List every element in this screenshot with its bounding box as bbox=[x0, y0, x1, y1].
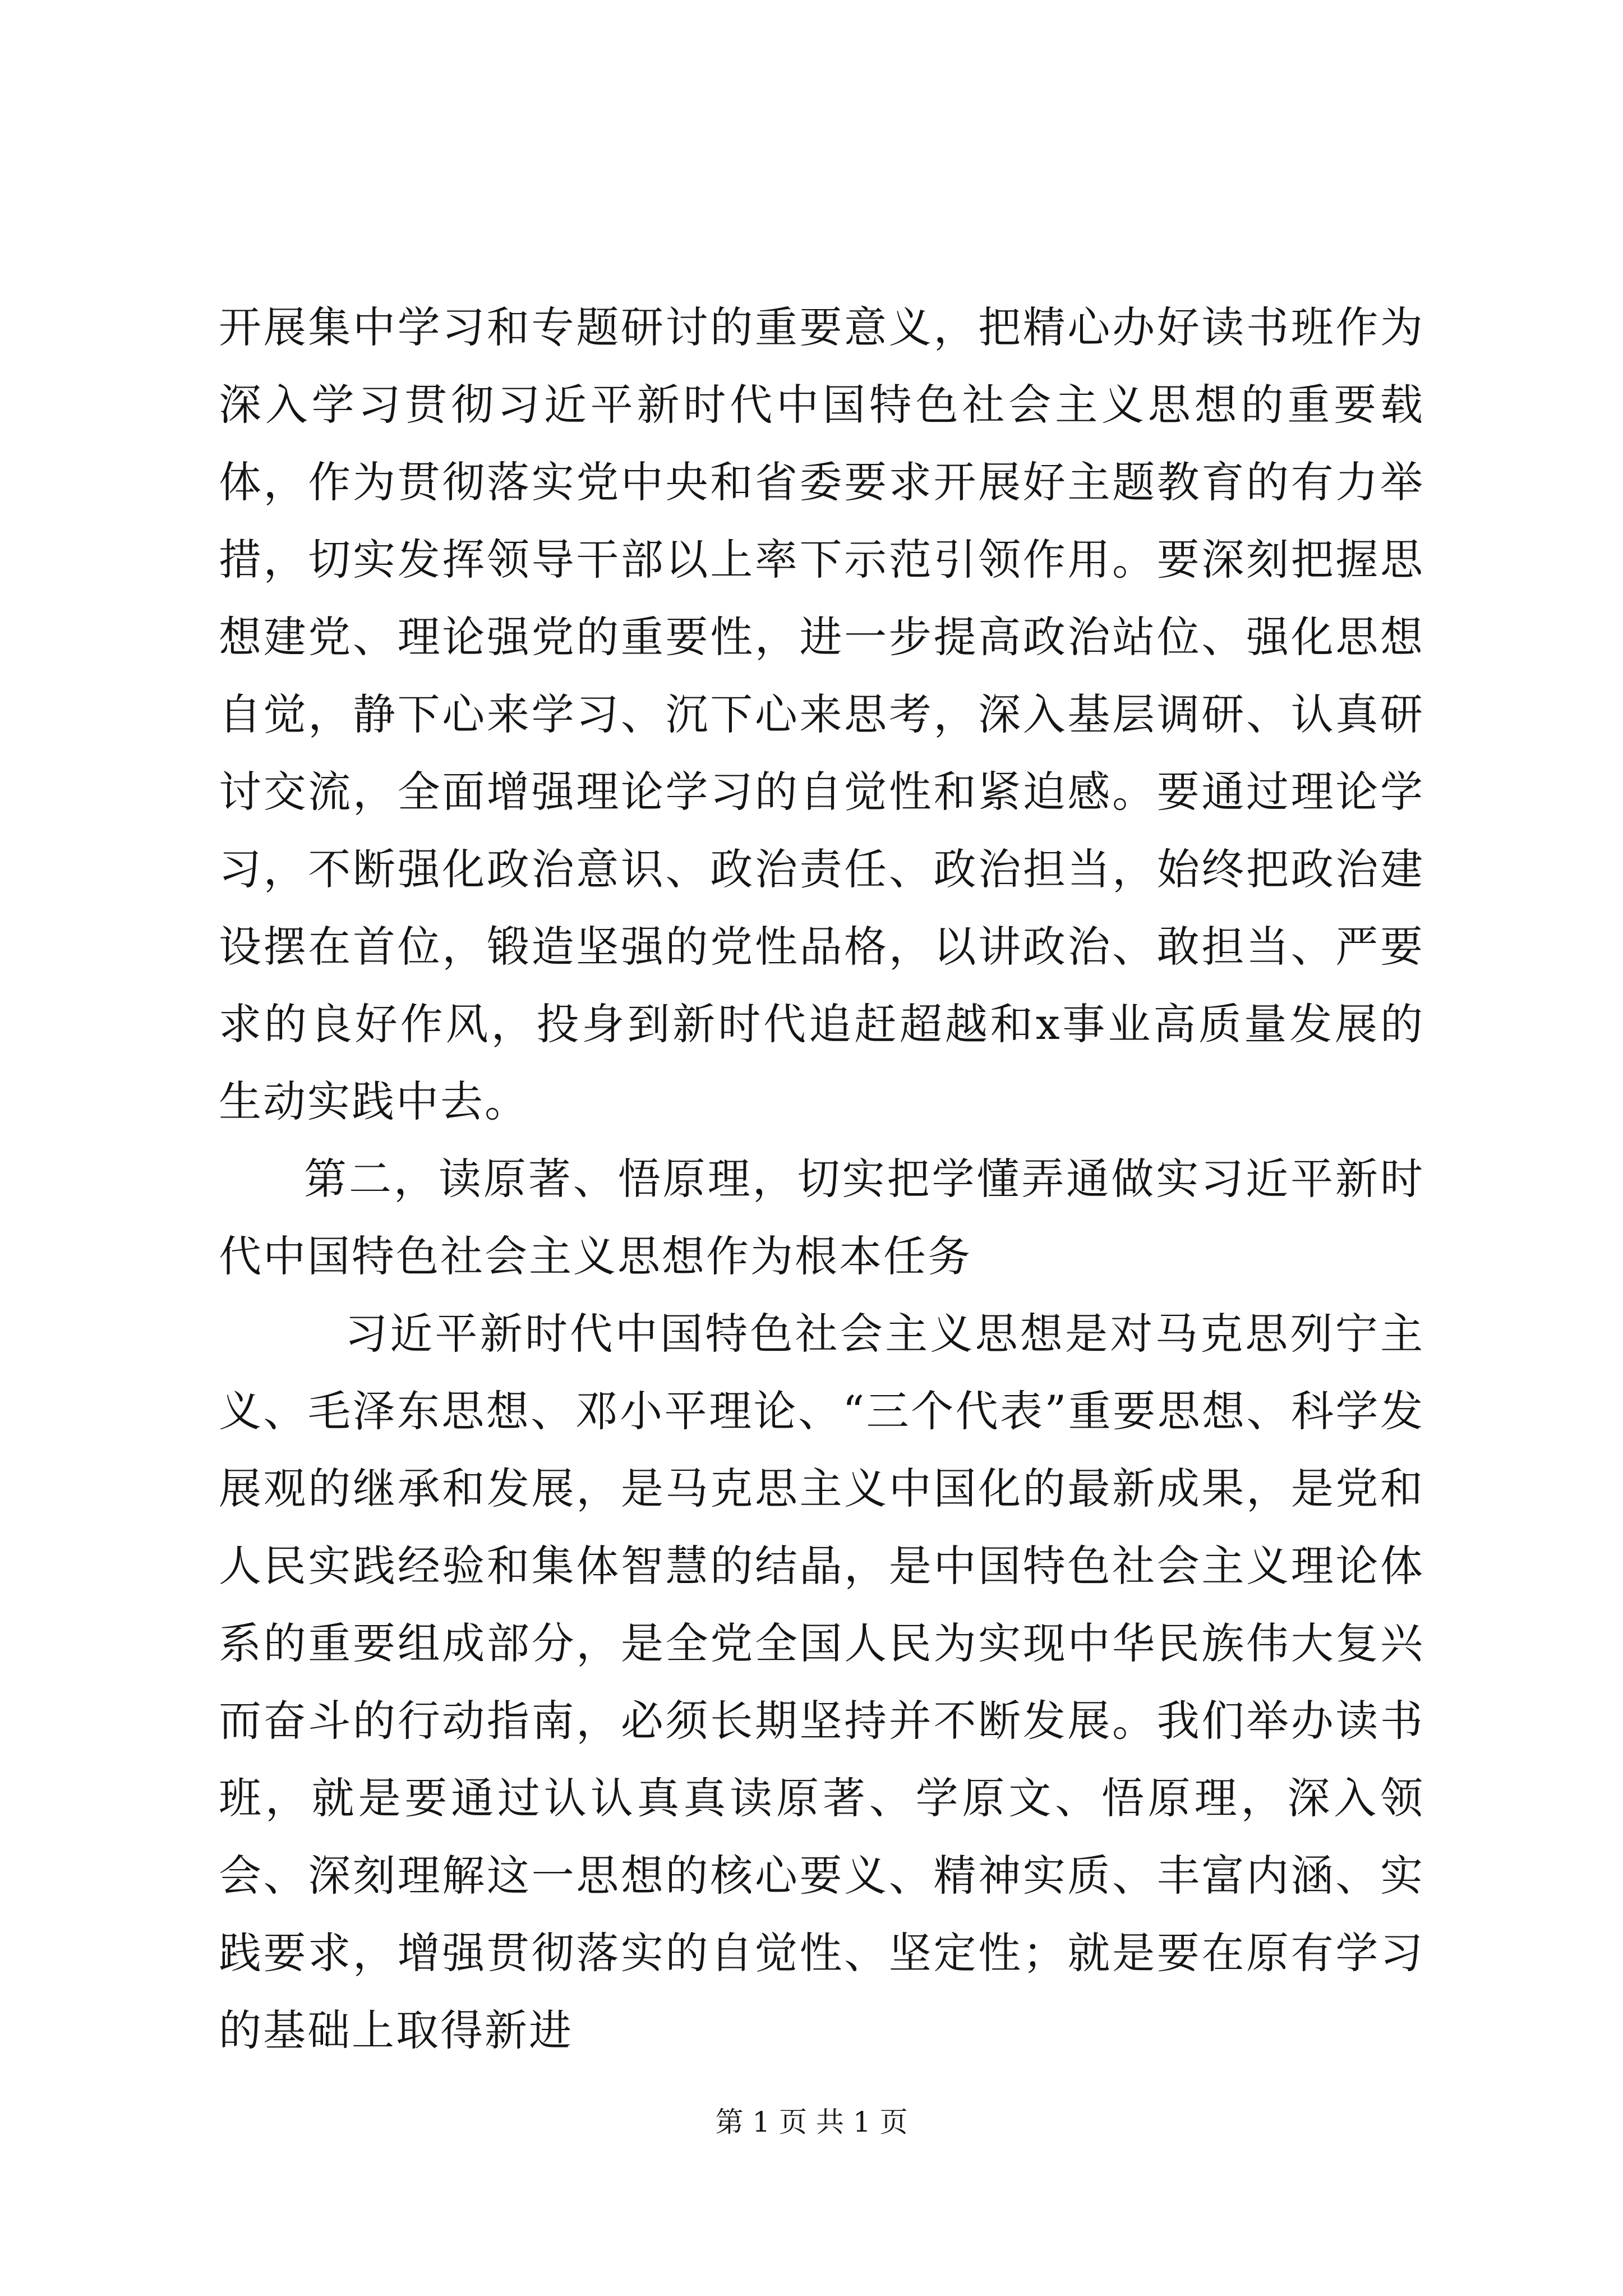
page-number-footer: 第 1 页 共 1 页 bbox=[715, 2106, 908, 2138]
section-heading-paragraph: 第二，读原著、悟原理，切实把学懂弄通做实习近平新时代中国特色社会主义思想作为根本任务 bbox=[219, 1154, 1424, 1281]
paragraph-body: 习近平新时代中国特色社会主义思想是对马克思列宁主义、毛泽东思想、邓小平理论、“三个代表”重要思想、科学发展观的继承和发展，是马克思主义中国化的最新成果，是党和人民实践经验和集体智慧的结晶，是中国特色社会主义理论体系的重要组成部分，是全党全国人民为实现中华民族伟大复兴而奋斗的行动指南，必须长期坚持并不断发展。我们举办读书班，就是要通过认认真真读原著、学原文、悟原理，深入领会、深刻理解这一思想的核心要义、精神实质、丰富内涵、实践要求，增强贯彻落实的自觉性、坚定性；就是要在原有学习的基础上取得新进 bbox=[219, 1309, 1424, 2055]
paragraph-continued: 开展集中学习和专题研讨的重要意义，把精心办好读书班作为深入学习贯彻习近平新时代中国特色社会主义思想的重要载体，作为贯彻落实党中央和省委要求开展好主题教育的有力举措，切实发挥领导干部以上率下示范引领作用。要深刻把握思想建党、理论强党的重要性，进一步提高政治站位、强化思想自觉，静下心来学习、沉下心来思考，深入基层调研、认真研讨交流，全面增强理论学习的自觉性和紧迫感。要通过理论学习，不断强化政治意识、政治责任、政治担当，始终把政治建设摆在首位，锻造坚强的党性品格，以讲政治、敢担当、严要求的良好作风，投身到新时代追赶超越和x事业高质量发展的生动实践中去。 bbox=[219, 302, 1424, 1126]
document-body bbox=[219, 289, 1424, 2069]
